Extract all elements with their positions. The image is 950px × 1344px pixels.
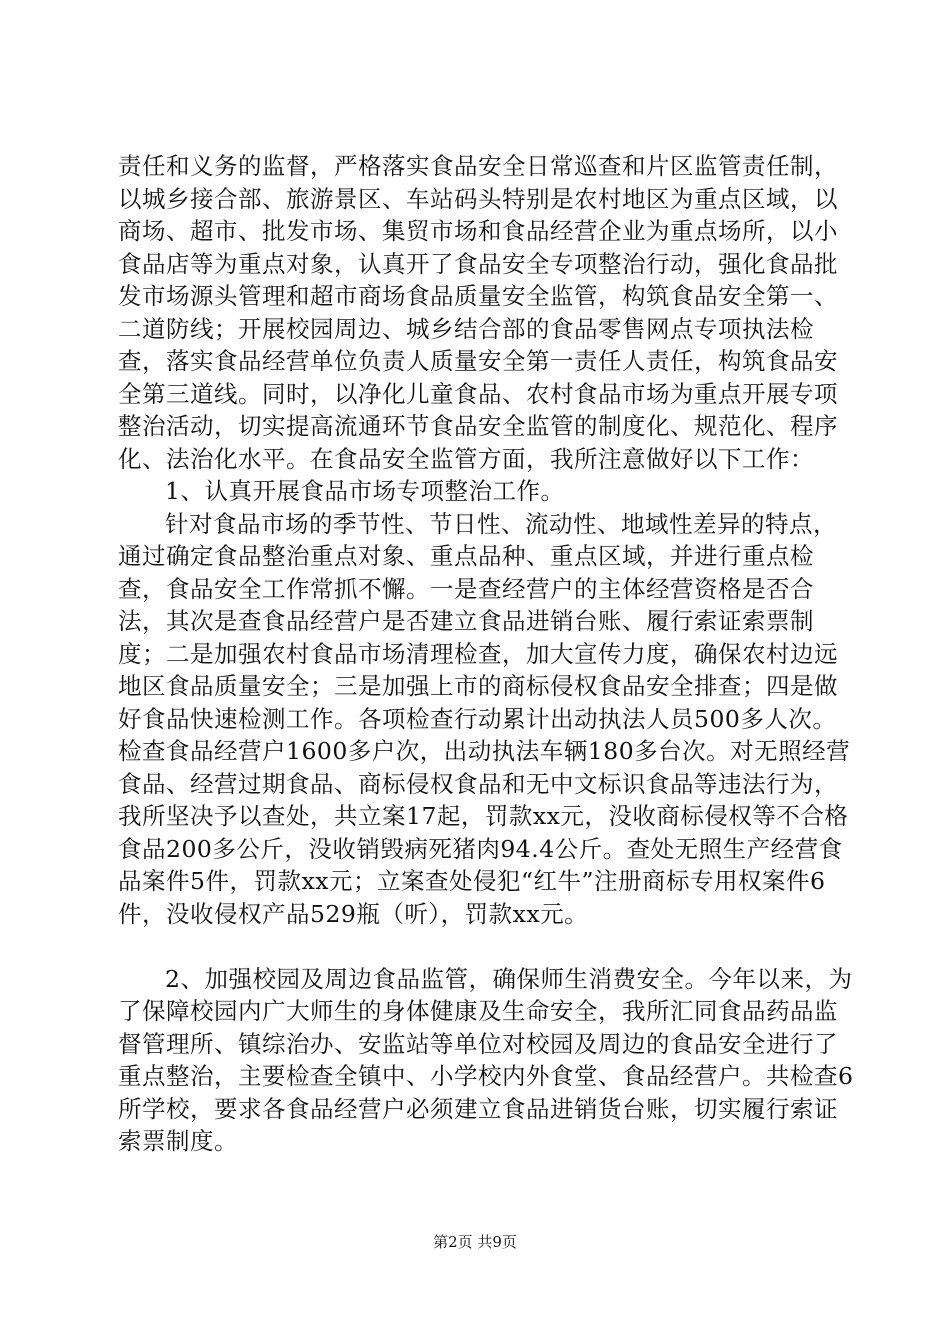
document-body [118, 150, 858, 1158]
page-footer: 第2页 共9页 [433, 1233, 517, 1251]
section-heading-1: 1、认真开展食品市场专项整治工作。 [165, 477, 565, 505]
paragraph-section-2: 2、加强校园及周边食品监管，确保师生消费安全。今年以来，为了保障校园内广大师生的身体健康及生命安全，我所汇同食品药品监督管理所、镇综治办、安监站等单位对校园及周边的食品安全进行了重点整治，主要检查全镇中、小学校内外食堂、食品经营户。共检查6所学校，要求各食品经营户必须建立食品进销货台账，切实履行索证索票制度。 [118, 964, 854, 1155]
paragraph-section-1: 针对食品市场的季节性、节日性、流动性、地域性差异的特点，通过确定食品整治重点对象、重点品种、重点区域，并进行重点检查，食品安全工作常抓不懈。一是查经营户的主体经营资格是否合法，其次是查食品经营户是否建立食品进销台账、履行索证索票制度；二是加强农村食品市场清理检查，加大宣传力度，确保农村边远地区食品质量安全；三是加强上市的商标侵权食品安全排查；四是做好食品快速检测工作。各项检查行动累计出动执法人员500多人次。检查食品经营户1600多户次，出动执法车辆180多台次。对无照经营食品、经营过期食品、商标侵权食品和无中文标识食品等违法行为，我所坚决予以查处，共立案17起，罚款xx元，没收商标侵权等不合格食品200多公斤，没收销毁病死猪肉94.4公斤。查处无照生产经营食品案件5件，罚款xx元；立案查处侵犯“红牛”注册商标专用权案件6件，没收侵权产品529瓶（听），罚款xx元。 [118, 509, 851, 928]
paragraph-continuation: 责任和义务的监督，严格落实食品安全日常巡查和片区监管责任制，以城乡接合部、旅游景区、车站码头特别是农村地区为重点区域，以商场、超市、批发市场、集贸市场和食品经营企业为重点场所，以小食品店等为重点对象，认真开了食品安全专项整治行动，强化食品批发市场源头管理和超市商场食品质量安全监管，构筑食品安全第一、二道防线；开展校园周边、城乡结合部的食品零售网点专项执法检查，落实食品经营单位负责人质量安全第一责任人责任，构筑食品安全第三道线。同时，以净化儿童食品、农村食品市场为重点开展专项整治活动，切实提高流通环节食品安全监管的制度化、规范化、程序化、法治化水平。在食品安全监管方面，我所注意做好以下工作： [118, 152, 838, 473]
paragraph-gap [118, 930, 858, 963]
